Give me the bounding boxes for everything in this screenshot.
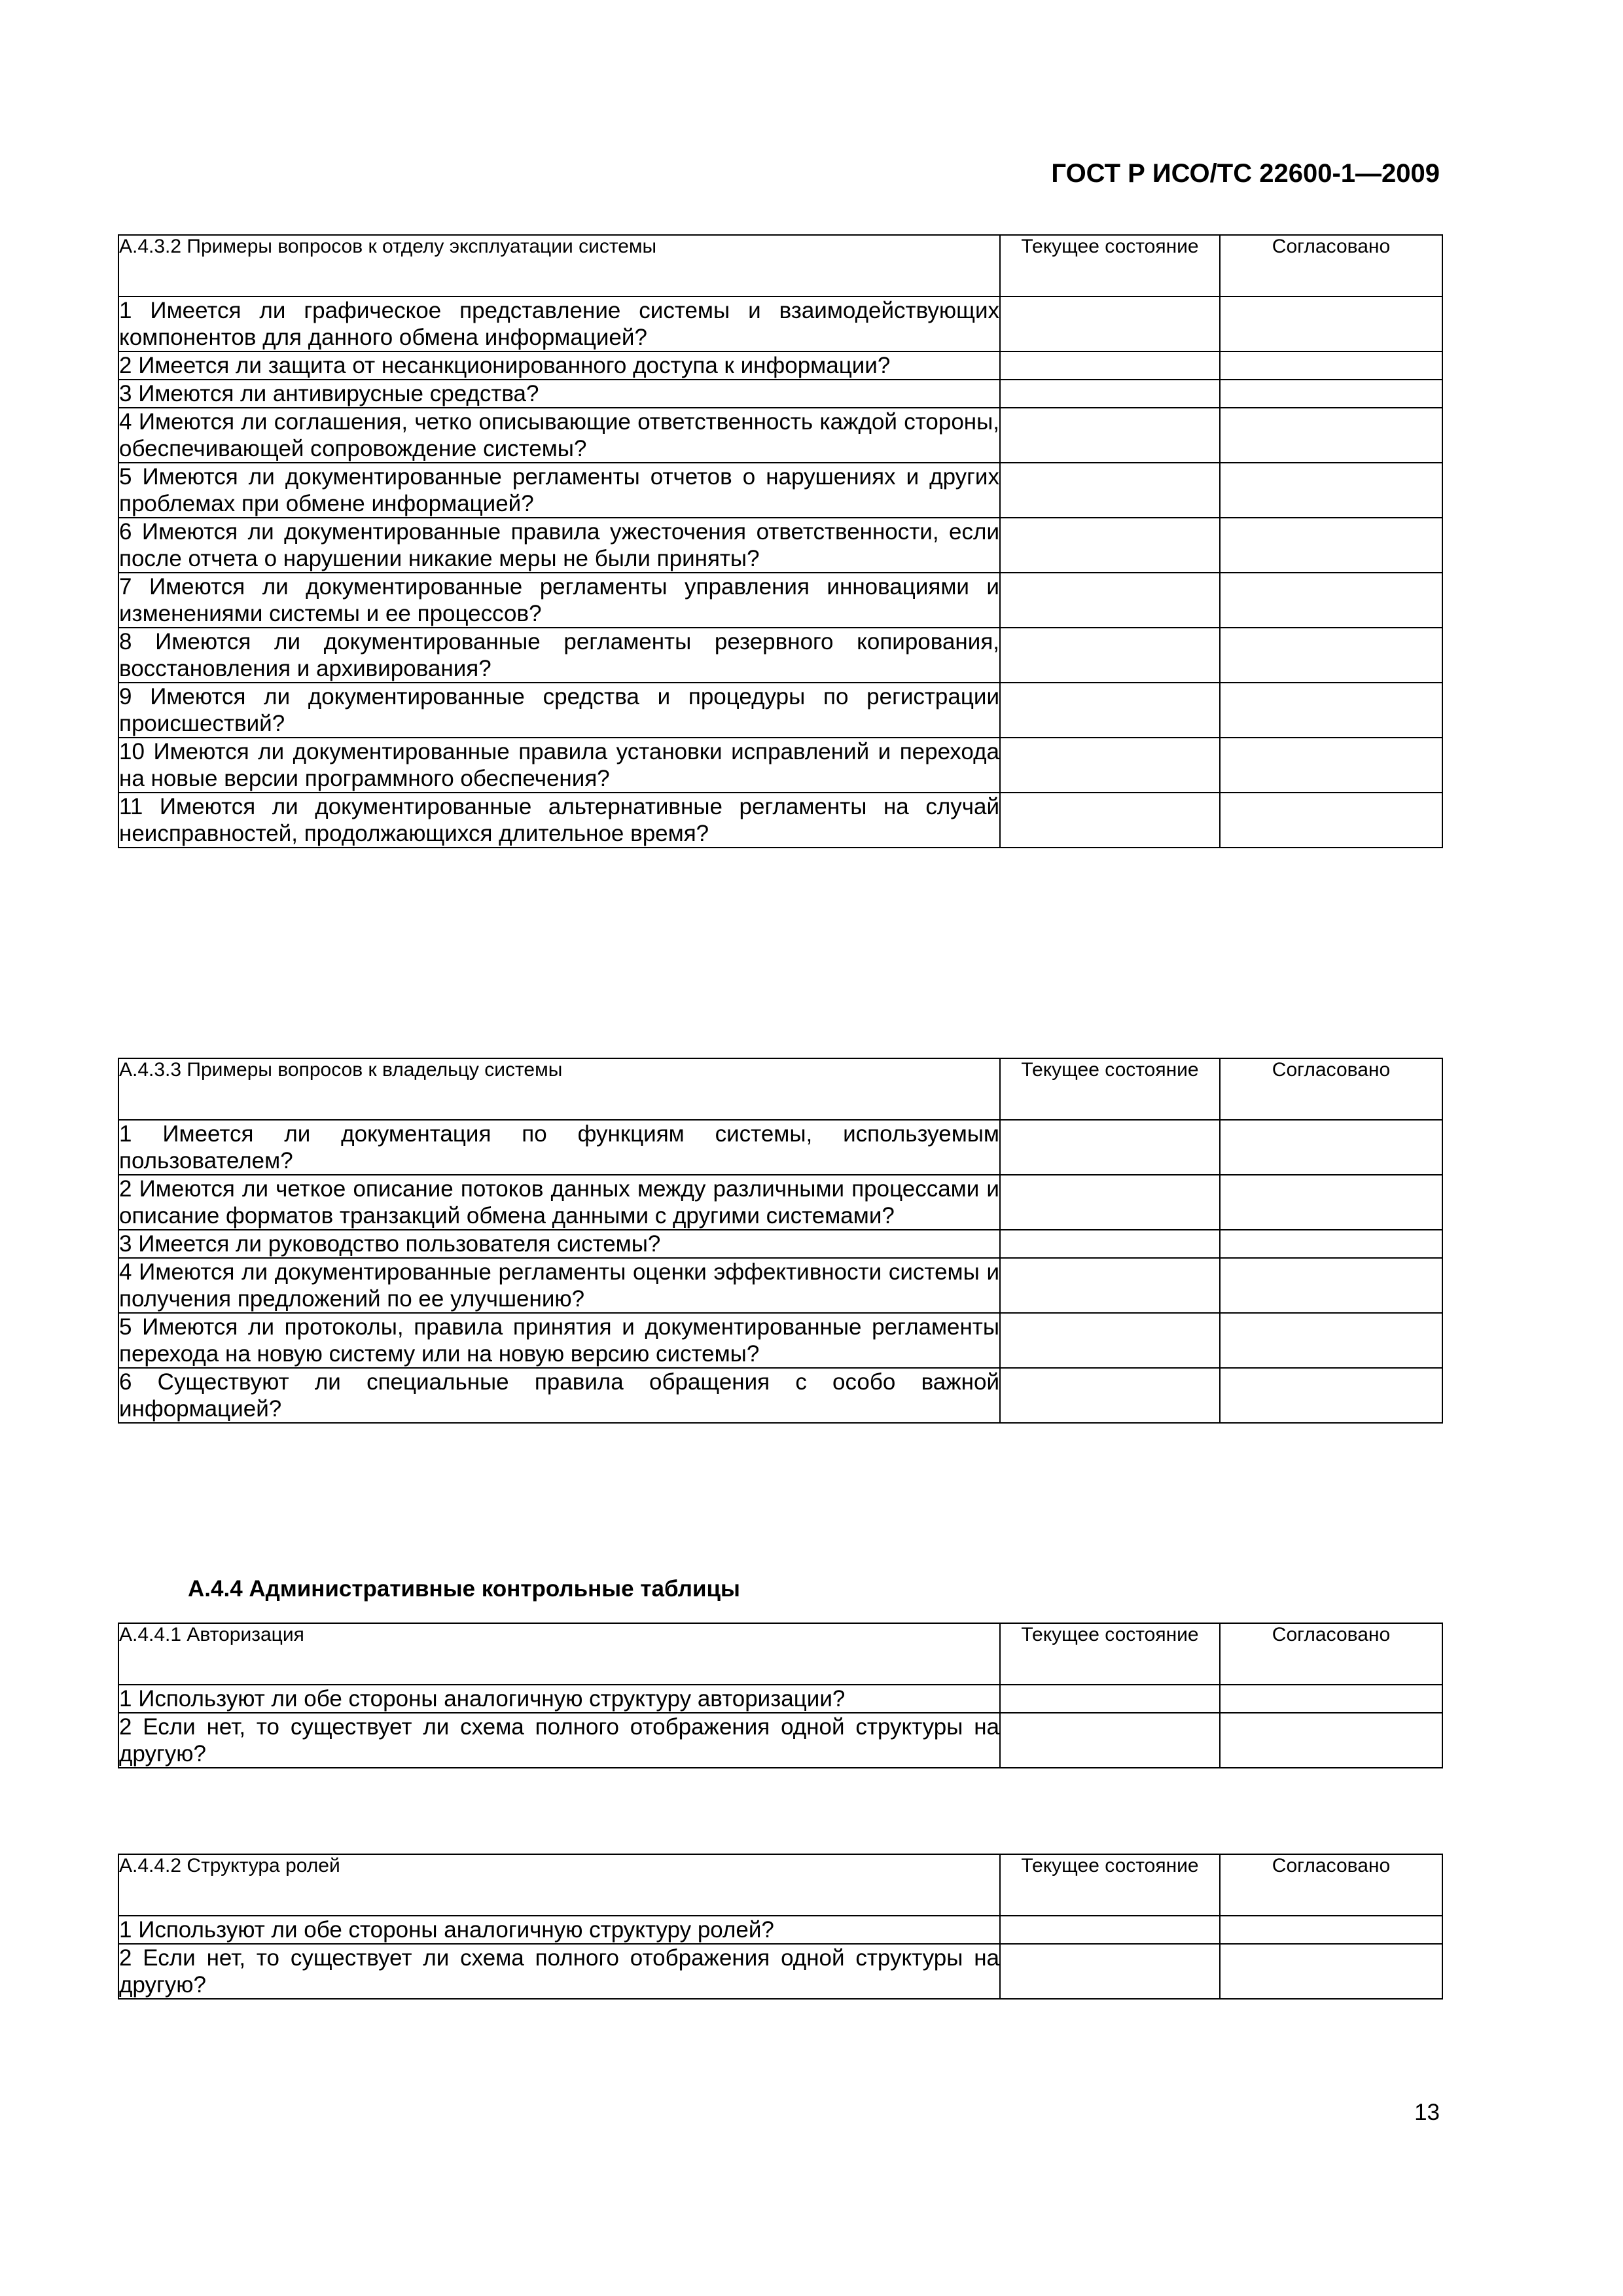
table-row xyxy=(118,518,1442,573)
table-row xyxy=(118,628,1442,683)
agreed-cell[interactable] xyxy=(1220,296,1442,351)
agreed-cell[interactable] xyxy=(1220,1916,1442,1944)
current-state-cell[interactable] xyxy=(1000,463,1220,518)
table-header-row xyxy=(118,1058,1442,1120)
agreed-cell[interactable] xyxy=(1220,408,1442,463)
table-row xyxy=(118,463,1442,518)
current-state-cell[interactable] xyxy=(1000,1713,1220,1768)
question-cell: 5 Имеются ли протоколы, правила принятия и документированные регламенты перехода на новую систему или на новую версию системы? xyxy=(119,1314,999,1367)
table-title: А.4.4.2 Структура ролей xyxy=(118,1854,1000,1916)
checklist-table-owner xyxy=(118,1058,1443,1424)
current-state-cell[interactable] xyxy=(1000,793,1220,848)
current-state-cell[interactable] xyxy=(1000,1120,1220,1175)
column-agreed: Согласовано xyxy=(1220,1623,1442,1685)
question-cell: 3 Имеются ли антивирусные средства? xyxy=(118,380,1000,408)
agreed-cell[interactable] xyxy=(1220,1313,1442,1368)
table-row xyxy=(118,296,1442,351)
current-state-cell[interactable] xyxy=(1000,1944,1220,1999)
agreed-cell[interactable] xyxy=(1220,738,1442,793)
agreed-cell[interactable] xyxy=(1220,1713,1442,1768)
question-cell: 1 Используют ли обе стороны аналогичную структуру авторизации? xyxy=(118,1685,1000,1713)
table-title: А.4.3.3 Примеры вопросов к владельцу системы xyxy=(118,1058,1000,1120)
current-state-cell[interactable] xyxy=(1000,1313,1220,1368)
table-row xyxy=(118,380,1442,408)
checklist-table-authorization xyxy=(118,1623,1443,1768)
current-state-cell[interactable] xyxy=(1000,408,1220,463)
question-cell: 2 Имеются ли четкое описание потоков данных между различными процессами и описание форматов транзакций обмена данными с другими системами? xyxy=(119,1176,999,1229)
current-state-cell[interactable] xyxy=(1000,1916,1220,1944)
column-current-state: Текущее состояние xyxy=(1000,1058,1220,1120)
table-row xyxy=(118,1313,1442,1368)
table-row xyxy=(118,573,1442,628)
agreed-cell[interactable] xyxy=(1220,1258,1442,1313)
current-state-cell[interactable] xyxy=(1000,683,1220,738)
agreed-cell[interactable] xyxy=(1220,1685,1442,1713)
agreed-cell[interactable] xyxy=(1220,573,1442,628)
current-state-cell[interactable] xyxy=(1000,573,1220,628)
question-cell: 2 Если нет, то существует ли схема полного отображения одной структуры на другую? xyxy=(119,1714,999,1767)
current-state-cell[interactable] xyxy=(1000,1685,1220,1713)
question-cell: 5 Имеются ли документированные регламенты отчетов о нарушениях и других проблемах при обмене информацией? xyxy=(119,464,999,516)
table-row xyxy=(118,793,1442,848)
table-title: А.4.4.1 Авторизация xyxy=(118,1623,1000,1685)
table-row xyxy=(118,1230,1442,1258)
table-row xyxy=(118,1175,1442,1230)
question-cell: 4 Имеются ли документированные регламенты оценки эффективности системы и получения предложений по ее улучшению? xyxy=(119,1259,999,1312)
checklist-table-operations xyxy=(118,234,1443,848)
current-state-cell[interactable] xyxy=(1000,1368,1220,1423)
table-row xyxy=(118,1258,1442,1313)
table-header-row xyxy=(118,235,1442,296)
table-title: А.4.3.2 Примеры вопросов к отделу эксплуатации системы xyxy=(118,235,1000,296)
question-cell: 2 Имеется ли защита от несанкционированного доступа к информации? xyxy=(118,351,1000,380)
column-agreed: Согласовано xyxy=(1220,1854,1442,1916)
agreed-cell[interactable] xyxy=(1220,628,1442,683)
question-cell: 9 Имеются ли документированные средства и процедуры по регистрации происшествий? xyxy=(119,684,999,736)
current-state-cell[interactable] xyxy=(1000,518,1220,573)
checklist-table-roles xyxy=(118,1854,1443,2000)
current-state-cell[interactable] xyxy=(1000,1258,1220,1313)
table-row xyxy=(118,1944,1442,1999)
agreed-cell[interactable] xyxy=(1220,463,1442,518)
table-row xyxy=(118,1120,1442,1175)
column-agreed: Согласовано xyxy=(1220,1058,1442,1120)
table-row xyxy=(118,1916,1442,1944)
agreed-cell[interactable] xyxy=(1220,1368,1442,1423)
agreed-cell[interactable] xyxy=(1220,1230,1442,1258)
current-state-cell[interactable] xyxy=(1000,628,1220,683)
current-state-cell[interactable] xyxy=(1000,738,1220,793)
agreed-cell[interactable] xyxy=(1220,683,1442,738)
question-cell: 1 Используют ли обе стороны аналогичную структуру ролей? xyxy=(118,1916,1000,1944)
question-cell: 8 Имеются ли документированные регламенты резервного копирования, восстановления и архивирования? xyxy=(119,629,999,681)
section-heading: А.4.4 Административные контрольные таблицы xyxy=(188,1576,740,1602)
column-current-state: Текущее состояние xyxy=(1000,1854,1220,1916)
column-agreed: Согласовано xyxy=(1220,235,1442,296)
table-row xyxy=(118,1685,1442,1713)
question-cell: 7 Имеются ли документированные регламенты управления инновациями и изменениями системы и ее процессов? xyxy=(119,574,999,626)
current-state-cell[interactable] xyxy=(1000,296,1220,351)
question-cell: 2 Если нет, то существует ли схема полного отображения одной структуры на другую? xyxy=(119,1945,999,1998)
document-code: ГОСТ Р ИСО/ТС 22600-1—2009 xyxy=(1051,159,1440,188)
current-state-cell[interactable] xyxy=(1000,380,1220,408)
column-current-state: Текущее состояние xyxy=(1000,1623,1220,1685)
question-cell: 3 Имеется ли руководство пользователя системы? xyxy=(118,1230,1000,1258)
page-number: 13 xyxy=(1414,2100,1440,2125)
table-header-row xyxy=(118,1854,1442,1916)
question-cell: 11 Имеются ли документированные альтернативные регламенты на случай неисправностей, продолжающихся длительное время? xyxy=(119,794,999,846)
table-row xyxy=(118,408,1442,463)
table-row xyxy=(118,683,1442,738)
table-row xyxy=(118,738,1442,793)
current-state-cell[interactable] xyxy=(1000,351,1220,380)
table-row xyxy=(118,351,1442,380)
question-cell: 10 Имеются ли документированные правила установки исправлений и перехода на новые версии программного обеспечения? xyxy=(119,739,999,791)
column-current-state: Текущее состояние xyxy=(1000,235,1220,296)
current-state-cell[interactable] xyxy=(1000,1175,1220,1230)
question-cell: 4 Имеются ли соглашения, четко описывающие ответственность каждой стороны, обеспечивающей сопровождение системы? xyxy=(119,409,999,461)
question-cell: 6 Существуют ли специальные правила обращения с особо важной информацией? xyxy=(119,1369,999,1422)
question-cell: 1 Имеется ли документация по функциям системы, используемым пользователем? xyxy=(119,1121,999,1174)
table-row xyxy=(118,1368,1442,1423)
table-row xyxy=(118,1713,1442,1768)
current-state-cell[interactable] xyxy=(1000,1230,1220,1258)
agreed-cell[interactable] xyxy=(1220,1120,1442,1175)
agreed-cell[interactable] xyxy=(1220,1175,1442,1230)
question-cell: 6 Имеются ли документированные правила ужесточения ответственности, если после отчета о нарушении никакие меры не были приняты? xyxy=(119,519,999,571)
agreed-cell[interactable] xyxy=(1220,518,1442,573)
agreed-cell[interactable] xyxy=(1220,380,1442,408)
agreed-cell[interactable] xyxy=(1220,793,1442,848)
agreed-cell[interactable] xyxy=(1220,1944,1442,1999)
table-header-row xyxy=(118,1623,1442,1685)
question-cell: 1 Имеется ли графическое представление системы и взаимодействующих компонентов для данного обмена информацией? xyxy=(119,298,999,350)
agreed-cell[interactable] xyxy=(1220,351,1442,380)
